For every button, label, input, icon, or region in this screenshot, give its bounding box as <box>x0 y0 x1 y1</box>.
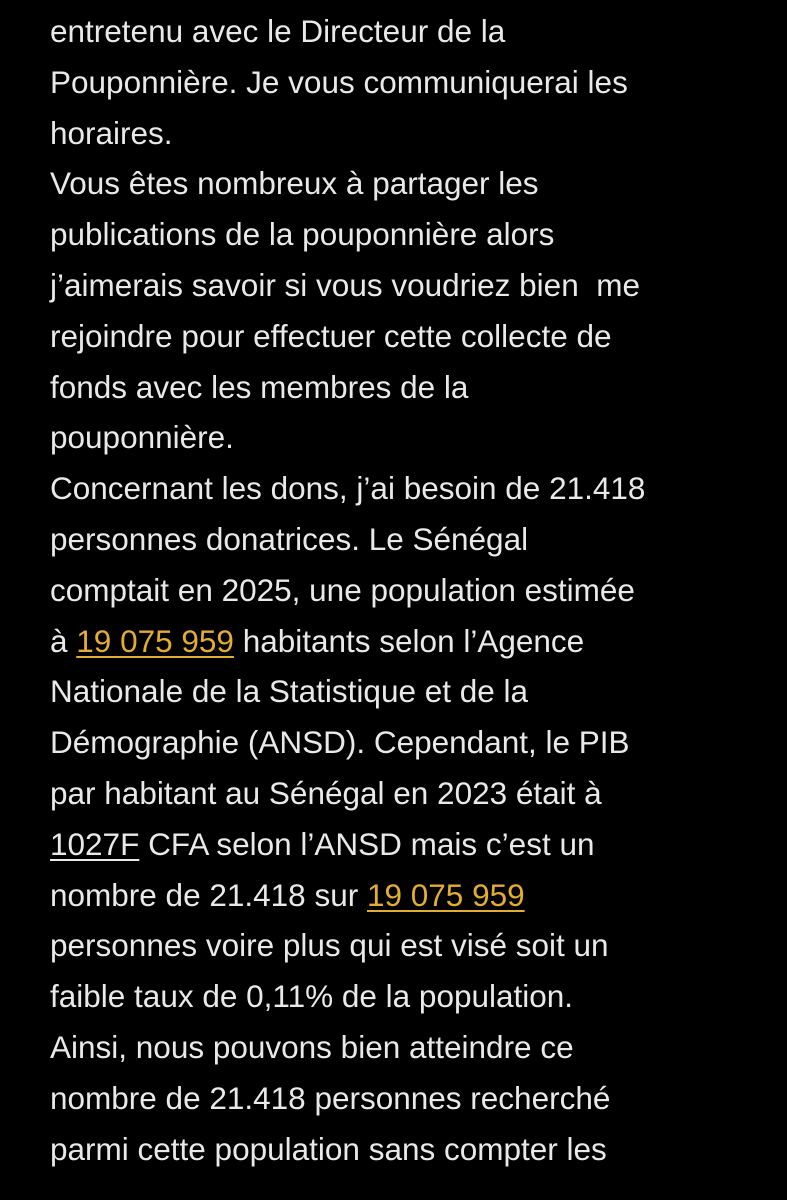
text-segment: pouponnière. <box>50 419 234 456</box>
text-line <box>50 13 505 49</box>
detected-number-link[interactable]: 1027F <box>50 825 140 862</box>
text-segment: par habitant au Sénégal en 2023 était à <box>50 775 602 811</box>
text-line <box>50 165 539 201</box>
text-segment: Nationale de la Statistique et de la <box>50 673 529 710</box>
text-segment: publications de la pouponnière alors <box>50 216 555 253</box>
text-segment: comptait en 2025, une population estimée <box>50 571 635 608</box>
text-segment: CFA selon l’ANSD mais c’est un <box>139 825 595 862</box>
text-line <box>50 978 573 1014</box>
text-segment: entretenu avec le Directeur de la <box>50 13 506 49</box>
text-segment: Ainsi, nous pouvons bien atteindre ce <box>50 1029 574 1065</box>
text-line <box>50 775 602 811</box>
text-segment: rejoindre pour effectuer cette collecte de <box>50 317 612 354</box>
text-line <box>50 470 645 506</box>
text-line <box>50 673 528 709</box>
text-line <box>50 267 640 303</box>
text-line <box>50 1080 610 1116</box>
text-line <box>50 115 173 151</box>
text-segment: Démographie (ANSD). Cependant, le PIB <box>50 724 630 761</box>
detected-number-link[interactable]: 19 075 959 <box>366 876 525 913</box>
text-line <box>50 623 584 659</box>
text-line <box>50 369 468 405</box>
text-line <box>50 521 528 557</box>
text-line <box>50 724 630 760</box>
text-segment: habitants selon l’Agence <box>233 622 585 659</box>
text-line <box>50 826 595 862</box>
text-line <box>50 1029 574 1065</box>
text-line <box>50 64 628 100</box>
text-line <box>50 927 609 963</box>
text-line <box>50 572 635 608</box>
text-line <box>50 877 525 913</box>
text-segment: j’aimerais savoir si vous voudriez bien me <box>50 267 640 303</box>
text-segment: Pouponnière. Je vous communiquerai les <box>50 63 628 100</box>
text-line <box>50 1131 607 1167</box>
detected-number-link[interactable]: 19 075 959 <box>76 622 234 659</box>
text-segment: fonds avec les membres de la <box>50 368 469 405</box>
text-line <box>50 216 554 252</box>
text-segment: à <box>50 622 77 659</box>
text-segment: nombre de 21.418 personnes recherché <box>50 1079 611 1116</box>
text-line <box>50 318 612 354</box>
text-segment: nombre de 21.418 sur <box>50 876 367 913</box>
text-segment: Vous êtes nombreux à partager les <box>50 165 539 202</box>
text-segment: faible taux de 0,11% de la population. <box>50 978 574 1015</box>
text-line <box>50 419 234 455</box>
text-segment: parmi cette population sans compter les <box>50 1130 607 1167</box>
text-segment: Concernant les dons, j’ai besoin de 21.418 <box>50 470 646 507</box>
text-segment: horaires. <box>50 114 173 151</box>
text-segment: personnes donatrices. Le Sénégal <box>50 521 529 557</box>
text-segment: personnes voire plus qui est visé soit un <box>50 927 609 964</box>
